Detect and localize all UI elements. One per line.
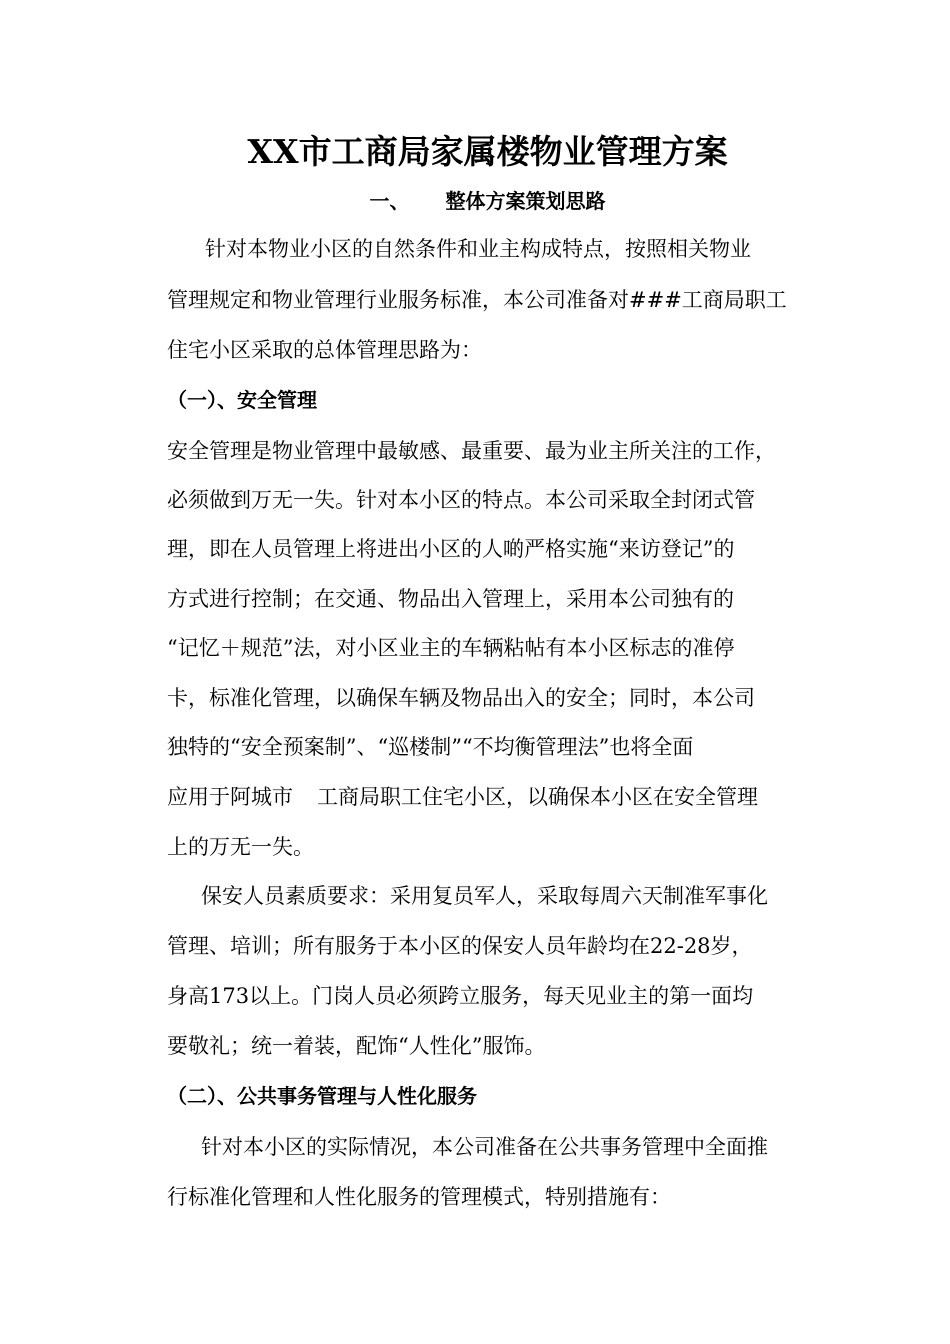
paragraph-line: 必须做到万无一失。针对本小区的特点。本公司采取全封闭式管 xyxy=(167,488,755,512)
paragraph-line: 方式进行控制；在交通、物品出入管理上，采用本公司独有的 xyxy=(167,587,734,611)
paragraph-line: 行标准化管理和人性化服务的管理模式，特别措施有： xyxy=(167,1185,671,1209)
paragraph-line: 要敬礼；统一着装，配饰“人性化”服饰。 xyxy=(167,1034,546,1058)
section-heading xyxy=(0,186,950,216)
paragraph-line: 管理、培训；所有服务于本小区的保安人员年龄均在22-28岁， xyxy=(167,934,753,958)
paragraph-line: “记忆＋规范”法，对小区业主的车辆粘帖有本小区标志的准停 xyxy=(167,636,735,660)
paragraph-line: 管理规定和物业管理行业服务标准，本公司准备对###工商局职工 xyxy=(167,288,787,312)
paragraph-line: 上的万无一失。 xyxy=(167,835,314,859)
paragraph-line: 理，即在人员管理上将进出小区的人啲严格实施“来访登记”的 xyxy=(167,537,735,561)
paragraph-line: 独特的“安全预案制”、“巡楼制”“不均衡管理法”也将全面 xyxy=(167,735,694,759)
subsection-heading: （一）、安全管理 xyxy=(167,388,317,412)
section-number: 一、 xyxy=(369,189,410,213)
paragraph-text: 工商局职工住宅小区，以确保本小区在安全管理 xyxy=(317,785,758,809)
paragraph-line xyxy=(167,782,758,812)
paragraph-line: 针对本小区的实际情况，本公司准备在公共事务管理中全面推 xyxy=(201,1135,768,1159)
paragraph-line: 身高173以上。门岗人员必须跨立服务，每天见业主的第一面均 xyxy=(167,984,754,1008)
paragraph-line: 针对本物业小区的自然条件和业主构成特点，按照相关物业 xyxy=(205,237,751,261)
subsection-heading: （二）、公共事务管理与人性化服务 xyxy=(167,1084,477,1108)
section-title: 整体方案策划思路 xyxy=(445,189,606,213)
paragraph-line: 住宅小区采取的总体管理思路为： xyxy=(167,338,482,362)
paragraph-text: 应用于阿城市 xyxy=(167,785,293,809)
paragraph-line: 安全管理是物业管理中最敏感、最重要、最为业主所关注的工作， xyxy=(167,439,776,463)
paragraph-line: 保安人员素质要求：采用复员军人，采取每周六天制准军事化 xyxy=(201,884,768,908)
paragraph-line: 卡，标准化管理，以确保车辆及物品出入的安全；同时，本公司 xyxy=(167,686,755,710)
document-title: XX市工商局家属楼物业管理方案 xyxy=(247,132,728,171)
